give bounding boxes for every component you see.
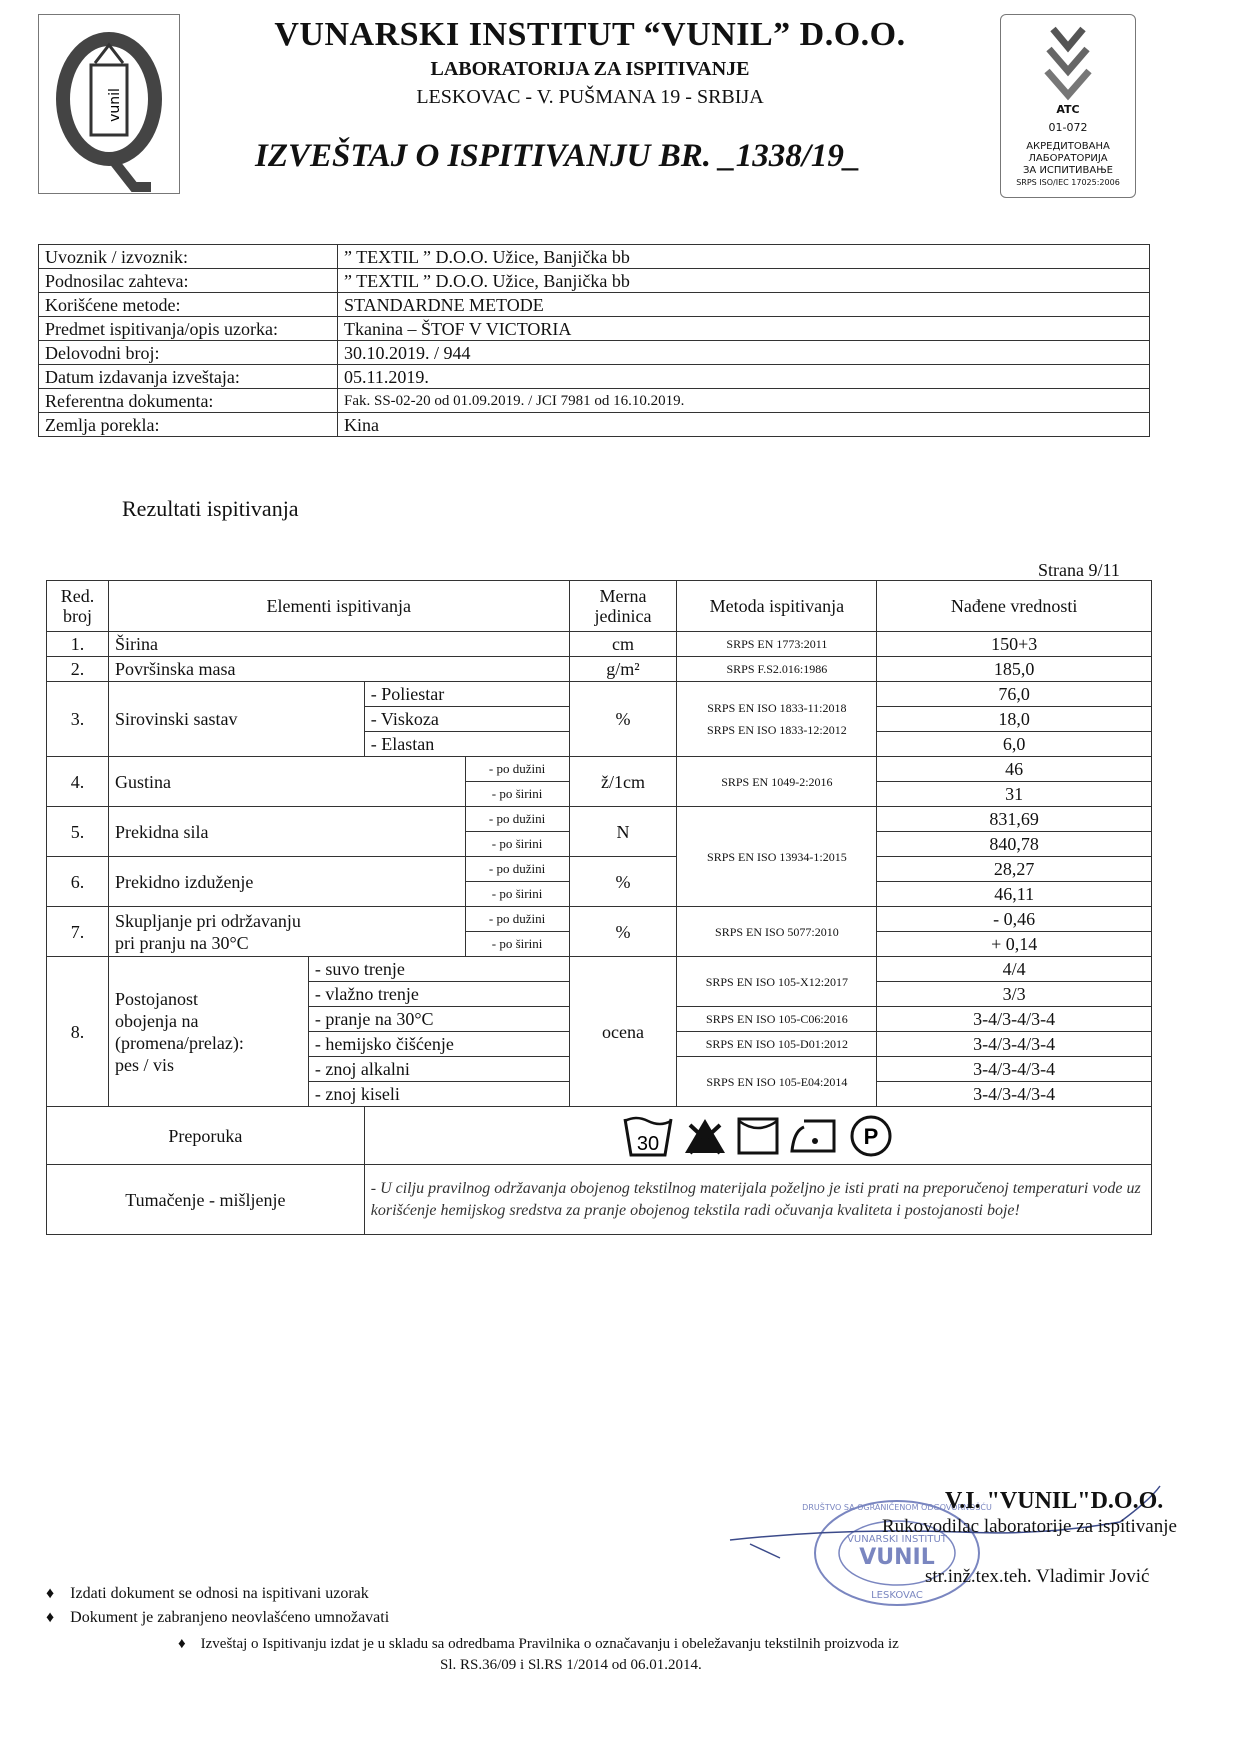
lab-address: LESKOVAC - V. PUŠMANA 19 - SRBIJA: [416, 86, 764, 108]
table-row: 5. Prekidna sila - po dužini N SRPS EN ISO 13934-1:2015 831,69: [47, 807, 1152, 832]
table-row: Korišćene metode: STANDARDNE METODE: [39, 293, 1150, 317]
signature-role: Rukovodilac laboratorije za ispitivanje: [882, 1516, 1177, 1537]
table-row: 4. Gustina - po dužini ž/1cm SRPS EN 1049-2:2016 46: [47, 757, 1152, 782]
report-title: IZVEŠTAJ O ISPITIVANJU BR. _1338/19_: [255, 138, 861, 174]
lab-name: LABORATORIJA ZA ISPITIVANJE: [430, 58, 750, 80]
table-row: 6. Prekidno izduženje - po dužini % 28,27: [47, 857, 1152, 882]
svg-text:LESKOVAC: LESKOVAC: [871, 1590, 923, 1601]
signature-company: V.I. "VUNIL"D.O.O.: [945, 1488, 1164, 1514]
table-row: - znoj alkalni SRPS EN ISO 105-E04:2014 3-4/3-4/3-4: [47, 1057, 1152, 1082]
page-number: Strana 9/11: [1038, 560, 1120, 580]
svg-text:VUNIL: VUNIL: [859, 1545, 935, 1570]
no-bleach-icon: [682, 1115, 728, 1157]
svg-text:30: 30: [636, 1132, 659, 1155]
footer-note: ♦ Dokument je zabranjeno neovlašćeno umnožavati: [46, 1609, 390, 1626]
report-info-table: [38, 244, 1150, 437]
institute-logo: [38, 14, 180, 194]
svg-text:vunil: vunil: [107, 88, 123, 122]
table-row: 7. Skupljanje pri održavanju pri pranju na 30°C - po dužini % SRPS EN ISO 5077:2010 - 0,46: [47, 907, 1152, 932]
results-heading: Rezultati ispitivanja: [122, 496, 299, 521]
table-row: - po širini 46,11: [47, 882, 1152, 907]
tumble-dry-icon: [736, 1115, 780, 1157]
table-row: - po širini 840,78: [47, 832, 1152, 857]
table-row: - hemijsko čišćenje SRPS EN ISO 105-D01:2012 3-4/3-4/3-4: [47, 1032, 1152, 1057]
table-row: - po širini + 0,14: [47, 932, 1152, 957]
table-row: Tumačenje - mišljenje - U cilju pravilnog održavanja obojenog tekstilnog materijala poželjno je isti prati na preporučenoj temperaturi vode uz korišćenje hemijskog sredstva za pranje obojenog tekstila radi očuvanja kvaliteta i postojanosti boje!: [47, 1165, 1152, 1235]
table-row: 8. Postojanost obojenja na (promena/prelaz): pes / vis - suvo trenje ocena SRPS EN ISO 105-X12:2017 4/4: [47, 957, 1152, 982]
table-row: Referentna dokumenta: Fak. SS-02-20 od 01.09.2019. / JCI 7981 od 16.10.2019.: [39, 389, 1150, 413]
table-row: 2. Površinska masa g/m² SRPS F.S2.016:1986 185,0: [47, 657, 1152, 682]
wash-30-icon: [622, 1113, 674, 1159]
table-row: - vlažno trenje 3/3: [47, 982, 1152, 1007]
svg-text:DRUŠTVO SA OGRANIČENOM ODGOVOR: DRUŠTVO SA OGRANIČENOM ODGOVORNOŠĆU: [802, 1503, 992, 1512]
atc-label: ATC: [1056, 103, 1080, 116]
accreditation-text: АКРЕДИТОВАНА ЛАБОРАТОРИЈА ЗА ИСПИТИВАЊЕ SRPS ISO/IEC 17025:2006: [1016, 141, 1120, 187]
care-symbols: [364, 1107, 1151, 1165]
table-row: Zemlja porekla: Kina: [39, 413, 1150, 437]
footer-note: ♦ Izveštaj o Ispitivanju izdat je u skladu sa odredbama Pravilnika o označavanju i obeležavanju tekstilnih proizvoda iz: [178, 1636, 899, 1652]
table-row: Delovodni broj: 30.10.2019. / 944: [39, 341, 1150, 365]
table-row: - po širini 31: [47, 782, 1152, 807]
report-number: _1338/19_: [719, 138, 861, 174]
table-row: 3. Sirovinski sastav - Poliestar % SRPS EN ISO 1833-11:2018 SRPS EN ISO 1833-12:2012 76,0: [47, 682, 1152, 707]
table-row: Uvoznik / izvoznik: ” TEXTIL ” D.O.O. Užice, Banjička bb: [39, 245, 1150, 269]
table-row: Datum izdavanja izveštaja: 05.11.2019.: [39, 365, 1150, 389]
table-row: - Elastan 6,0: [47, 732, 1152, 757]
table-row: - Viskoza 18,0: [47, 707, 1152, 732]
table-row: - znoj kiseli 3-4/3-4/3-4: [47, 1082, 1152, 1107]
footer-note: ♦ Izdati dokument se odnosi na ispitivani uzorak: [46, 1585, 369, 1602]
dry-clean-p-icon: [848, 1113, 894, 1159]
table-row: 1. Širina cm SRPS EN 1773:2011 150+3: [47, 632, 1152, 657]
table-row: - pranje na 30°C SRPS EN ISO 105-C06:2016 3-4/3-4/3-4: [47, 1007, 1152, 1032]
accreditation-badge: [1000, 14, 1136, 198]
table-row: Podnosilac zahteva: ” TEXTIL ” D.O.O. Užice, Banjička bb: [39, 269, 1150, 293]
table-row: Predmet ispitivanja/opis uzorka: Tkanina – ŠTOF V VICTORIA: [39, 317, 1150, 341]
institute-name: VUNARSKI INSTITUT “VUNIL” D.O.O.: [274, 16, 906, 53]
interpretation-text: - U cilju pravilnog održavanja obojenog tekstilnog materijala poželjno je isti prati na preporučenoj temperaturi vode uz korišćenje hemijskog sredstva za pranje obojenog tekstila radi očuvanja kvaliteta i postojanosti boje!: [364, 1165, 1151, 1235]
accreditation-number: 01-072: [1048, 121, 1088, 134]
footer-note: Sl. RS.36/09 i Sl.RS 1/2014 od 06.01.2014.: [440, 1657, 702, 1673]
svg-text:P: P: [863, 1123, 879, 1149]
table-row: Preporuka 30 P: [47, 1107, 1152, 1165]
iron-low-icon: [788, 1115, 840, 1157]
results-table: [46, 580, 1152, 1235]
svg-text:VUNARSKI INSTITUT: VUNARSKI INSTITUT: [847, 1534, 947, 1545]
accreditation-icon: [1043, 25, 1093, 99]
table-header-row: Red. broj Elementi ispitivanja Merna jedinica Metoda ispitivanja Nađene vrednosti: [47, 581, 1152, 632]
signature-person: str.inž.tex.teh. Vladimir Jović: [925, 1566, 1150, 1587]
